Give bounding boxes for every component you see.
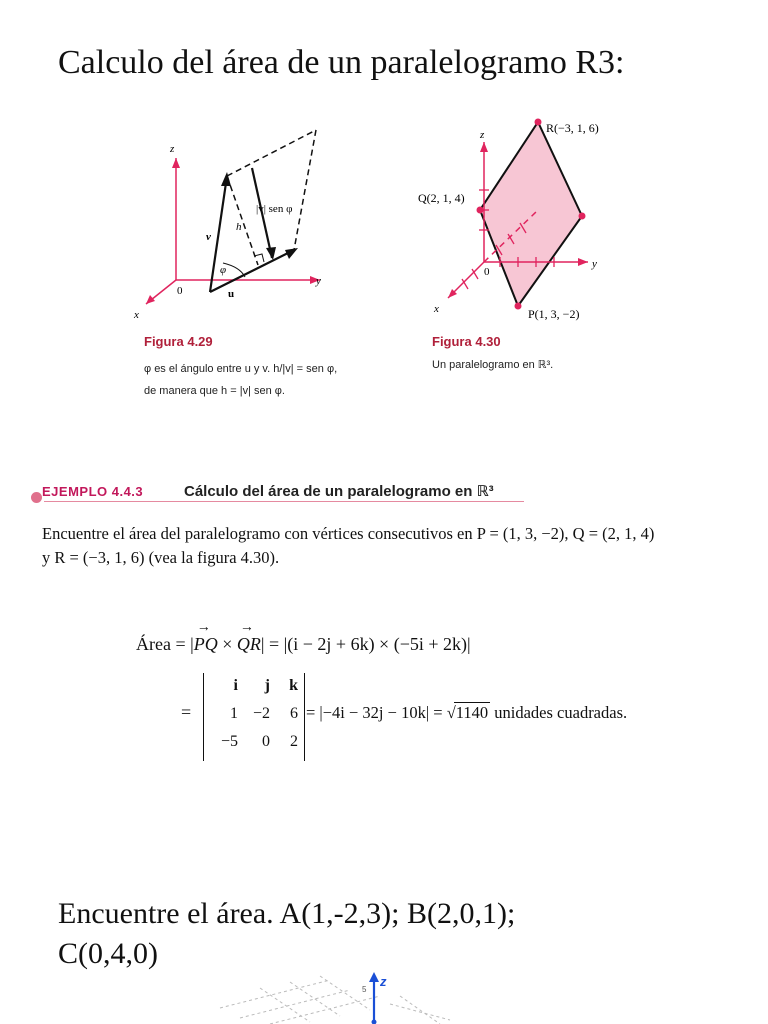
phi-arc xyxy=(223,263,245,277)
det-cell: j xyxy=(264,677,270,694)
z-label: z xyxy=(170,143,175,155)
det-cell: −5 xyxy=(220,733,238,750)
u-label: u xyxy=(228,288,235,300)
area-word: Área xyxy=(136,634,171,654)
dashed-h-line xyxy=(227,176,258,265)
pq-vector: PQ → xyxy=(194,634,218,655)
z-label: z xyxy=(480,129,485,141)
q-label: Q(2, 1, 4) xyxy=(418,191,465,205)
point-q xyxy=(477,207,484,214)
determinant-result xyxy=(306,702,627,723)
cross-expression: | = |(i − 2j + 6k) × (−5i + 2k)| xyxy=(260,634,471,654)
phi-label: φ xyxy=(220,264,227,276)
point-r xyxy=(535,119,542,126)
example-dot-icon xyxy=(31,492,42,503)
det-cell: 1 xyxy=(230,705,238,722)
determinant-equals: = xyxy=(181,702,192,722)
det-result-expr: = |−4i − 32j − 10k| = xyxy=(306,703,447,722)
y-label: y xyxy=(592,258,597,270)
h-label: h xyxy=(236,221,242,233)
vsen-label: |v| sen φ xyxy=(256,203,293,215)
exercise-task xyxy=(58,894,698,974)
qr-vector: QR → xyxy=(237,634,261,655)
point-fourth xyxy=(579,213,586,220)
figure-4-29-caption-line2: de manera que h = |v| sen φ. xyxy=(144,385,285,397)
figure-4-29-caption-title: Figura 4.29 xyxy=(144,334,213,349)
sqrt-value: 1140 xyxy=(455,703,489,722)
det-cell: −2 xyxy=(252,705,270,722)
det-cell: 0 xyxy=(262,733,270,750)
point-p xyxy=(515,303,522,310)
dashed-right-edge xyxy=(294,130,316,250)
grid-3d-diagram xyxy=(200,968,460,1024)
origin-label: 0 xyxy=(177,285,183,297)
det-cell: i xyxy=(233,677,238,694)
x-label: x xyxy=(434,303,439,315)
y-label: y xyxy=(316,275,321,287)
p-label: P(1, 3, −2) xyxy=(528,307,580,321)
det-cell: 2 xyxy=(290,733,298,750)
z-label: z xyxy=(380,974,387,989)
problem-line1: Encuentre el área del paralelogramo con vértices consecutivos en P = (1, 3, −2), Q = (2, 1, 4) xyxy=(42,524,655,543)
figure-4-29-caption xyxy=(144,358,344,402)
r-label: R(−3, 1, 6) xyxy=(546,121,599,135)
units-text: unidades cuadradas. xyxy=(490,703,628,722)
dashed-top-edge xyxy=(227,130,316,176)
task-line2: C(0,4,0) xyxy=(58,937,158,970)
slide-title: Calculo del área de un paralelogramo R3: xyxy=(58,44,625,81)
example-badge: EJEMPLO 4.4.3 xyxy=(42,484,144,499)
parallelogram xyxy=(480,122,582,306)
figure-4-30-caption: Un paralelogramo en ℝ³. xyxy=(432,359,554,371)
task-line1: Encuentre el área. A(1,-2,3); B(2,0,1); xyxy=(58,897,516,930)
det-cell: k xyxy=(289,677,298,694)
example-title: Cálculo del área de un paralelogramo en ℝ³ xyxy=(184,483,494,500)
determinant xyxy=(203,673,305,761)
figure-4-29-caption-line1: φ es el ángulo entre u y v. h/|v| = sen φ, xyxy=(144,363,338,375)
v-label: v xyxy=(206,231,211,243)
origin-label: 0 xyxy=(484,266,490,278)
example-problem xyxy=(42,522,732,570)
figure-4-30-diagram xyxy=(414,112,644,328)
sqrt-sign: √ xyxy=(446,703,456,722)
tick-5-label: 5 xyxy=(362,985,367,994)
det-cell: 6 xyxy=(290,705,298,722)
figure-4-30-caption-title: Figura 4.30 xyxy=(432,334,501,349)
x-label: x xyxy=(134,309,139,321)
area-equation: Área = |PQ → × QR →| = |(i − 2j + 6k) × (−5i + 2k)| xyxy=(136,634,471,655)
figure-4-29-diagram xyxy=(130,120,350,330)
problem-line2: y R = (−3, 1, 6) (vea la figura 4.30). xyxy=(42,548,280,567)
example-divider xyxy=(44,501,524,502)
right-angle-mark xyxy=(254,254,264,262)
